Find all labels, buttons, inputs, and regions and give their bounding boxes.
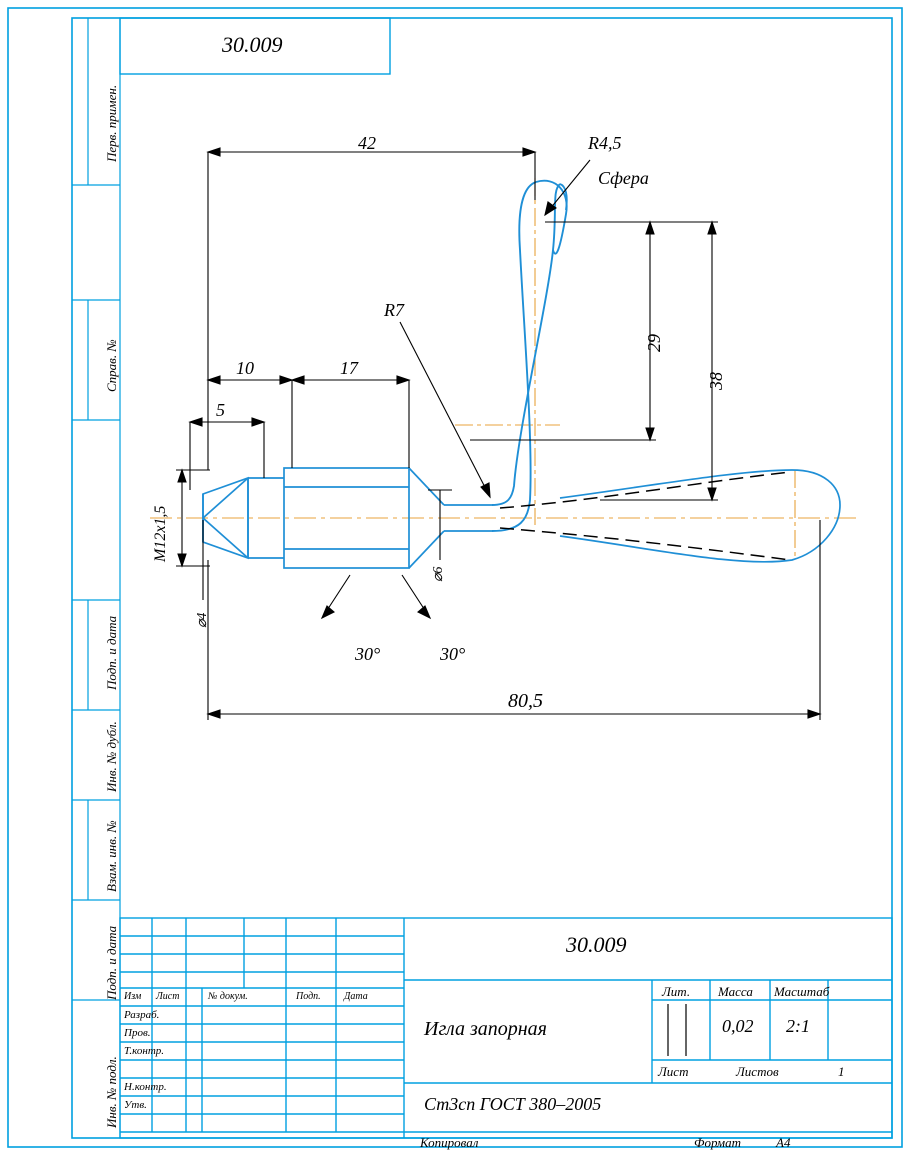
- role-utv: Утв.: [124, 1099, 147, 1111]
- copied-by-label: Копировал: [420, 1135, 479, 1150]
- header-masshtab: Масштаб: [774, 984, 830, 999]
- role-tkontr: Т.контр.: [124, 1045, 165, 1057]
- stamp-inv-dubl: Инв. № дубл.: [104, 721, 119, 792]
- dim-805: 80,5: [508, 690, 543, 712]
- stamp-podp-data-1: Подп. и дата: [104, 615, 119, 690]
- format-value: А4: [776, 1135, 791, 1150]
- header-lit: Лит.: [662, 984, 691, 999]
- dim-17: 17: [340, 358, 358, 378]
- rev-col-data: Дата: [344, 991, 368, 1002]
- stamp-vzam-inv: Взам. инв. №: [104, 820, 119, 892]
- dim-29: 29: [644, 334, 664, 352]
- rev-col-podp: Подп.: [296, 991, 321, 1002]
- dim-thread: M12x1,5: [152, 505, 169, 562]
- scale-value: 2:1: [786, 1016, 810, 1036]
- dim-angle-2: 30°: [440, 644, 466, 664]
- rev-col-izm: Изм: [124, 991, 142, 1002]
- role-prov: Пров.: [124, 1027, 151, 1039]
- dimension-lines: [176, 148, 820, 720]
- dim-angle-1: 30°: [355, 644, 381, 664]
- role-nkontr: Н.контр.: [124, 1081, 167, 1093]
- stamp-sprav: Справ. №: [104, 339, 119, 392]
- rev-col-doc: № докум.: [208, 991, 248, 1002]
- rev-col-list: Лист: [156, 991, 180, 1002]
- format-label: Формат: [694, 1135, 741, 1150]
- dim-dia6: ⌀6: [431, 566, 446, 582]
- part-name: Игла запорная: [424, 1018, 547, 1040]
- header-list: Лист: [658, 1064, 689, 1079]
- mass-value: 0,02: [722, 1016, 754, 1036]
- header-listov: Листов: [736, 1064, 779, 1079]
- dim-42: 42: [358, 133, 376, 153]
- title-block-number: 30.009: [566, 932, 627, 957]
- material: Ст3сп ГОСТ 380–2005: [424, 1094, 602, 1114]
- outer-frame: [8, 8, 902, 1147]
- dim-r7: R7: [384, 300, 404, 320]
- stamp-perv-primen: Перв. примен.: [104, 84, 119, 162]
- dim-5: 5: [216, 400, 225, 420]
- dim-r45: R4,5: [588, 133, 622, 153]
- stamp-inv-podl: Инв. № подл.: [104, 1056, 119, 1128]
- label-sfera: Сфера: [598, 168, 649, 188]
- dim-38: 38: [706, 372, 726, 390]
- corner-number: 30.009: [222, 32, 283, 57]
- role-razrab: Разраб.: [124, 1009, 160, 1021]
- sheet-number: 1: [838, 1064, 845, 1079]
- dim-10: 10: [236, 358, 254, 378]
- lit-cells: [668, 1004, 686, 1056]
- stamp-podp-data-2: Подп. и дата: [104, 925, 119, 1000]
- header-massa: Масса: [718, 984, 753, 999]
- inner-frame: [72, 18, 892, 1138]
- dim-dia4: ⌀4: [195, 612, 210, 628]
- needle-bent-arm: [492, 181, 567, 531]
